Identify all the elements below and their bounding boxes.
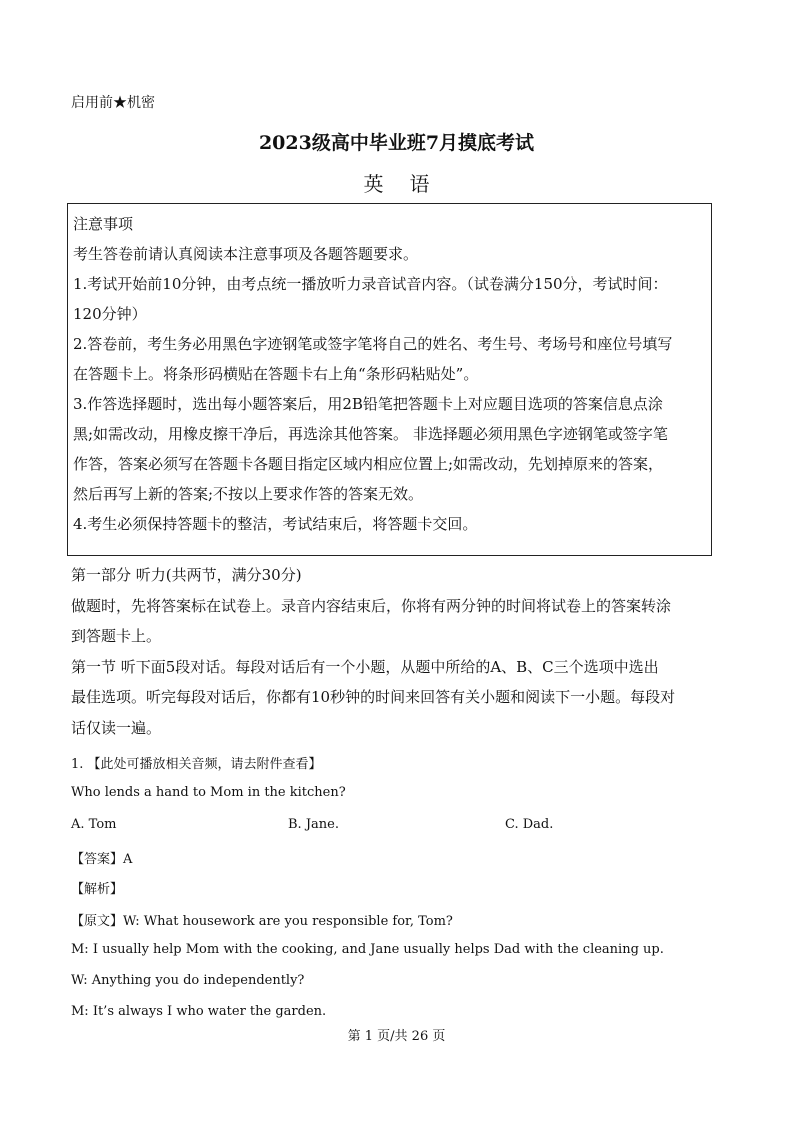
transcript-line: M: It’s always I who water the garden. [71,1004,327,1019]
notice-line: 4.考生必须保持答题卡的整洁，考试结束后，将答题卡交回。 [73,515,478,533]
audio-note[interactable]: 1. 【此处可播放相关音频，请去附件查看】 [71,757,322,772]
part1-section [71,560,731,743]
part1-instruction: 到答题卡上。 [71,627,162,645]
section1-text: 最佳选项。听完每段对话后，你都有10秒钟的时间来回答有关小题和阅读下一小题。每段对 [71,688,676,706]
page-number: 第 1 页/共 26 页 [347,1029,446,1044]
option-b: B. Jane. [288,817,339,832]
question-stem: Who lends a hand to Mom in the kitchen? [71,785,346,800]
notice-box [67,203,712,556]
option-a: A. Tom [71,817,117,832]
part1-instruction: 做题时，先将答案标在试卷上。录音内容结束后，你将有两分钟的时间将试卷上的答案转涂 [71,596,672,615]
section1-text: 第一节 听下面5段对话。每段对话后有一个小题，从题中所给的A、B、C三个选项中选出 [71,657,659,676]
answer-label: 【答案】A [71,852,133,867]
transcript-line: M: I usually help Mom with the cooking, and Jane usually helps Dad with the cleaning up. [71,942,664,957]
analysis-label: 【解析】 [71,882,124,897]
notice-line: 作答，答案必须写在答题卡各题目指定区域内相应位置上;如需改动，先划掉原来的答案， [73,455,664,473]
exam-title: 2023级高中毕业班7月摸底考试 [258,132,535,154]
notice-line: 在答题卡上。将条形码横贴在答题卡右上角“条形码粘贴处”。 [73,365,479,383]
section1-text: 话仅读一遍。 [71,718,162,737]
notice-line: 然后再写上新的答案;不按以上要求作答的答案无效。 [73,485,424,503]
confidential-label: 启用前★机密 [71,95,155,111]
transcript-line: 【原文】W: What housework are you responsible for, Tom? [71,914,453,929]
part1-heading: 第一部分 听力(共两节，满分30分) [71,566,302,584]
notice-line: 1.考试开始前10分钟，由考点统一播放听力录音试音内容。（试卷满分150分，考试时间： [73,275,668,293]
transcript-line: W: Anything you do independently? [71,973,305,988]
subject-title: 英语 [363,172,456,196]
notice-heading: 注意事项 [73,215,134,233]
notice-line: 120分钟） [73,305,147,323]
option-c: C. Dad. [505,817,554,832]
notice-line: 黑;如需改动，用橡皮擦干净后，再选涂其他答案。 非选择题必须用黑色字迹钢笔或签字笔 [73,425,668,443]
notice-line: 考生答卷前请认真阅读本注意事项及各题答题要求。 [73,245,419,263]
notice-line: 2.答卷前，考生务必用黑色字迹钢笔或签字笔将自己的姓名、考生号、考场号和座位号填写 [73,335,673,353]
notice-line: 3.作答选择题时，选出每小题答案后，用2B铅笔把答题卡上对应题目选项的答案信息点涂 [73,395,663,413]
